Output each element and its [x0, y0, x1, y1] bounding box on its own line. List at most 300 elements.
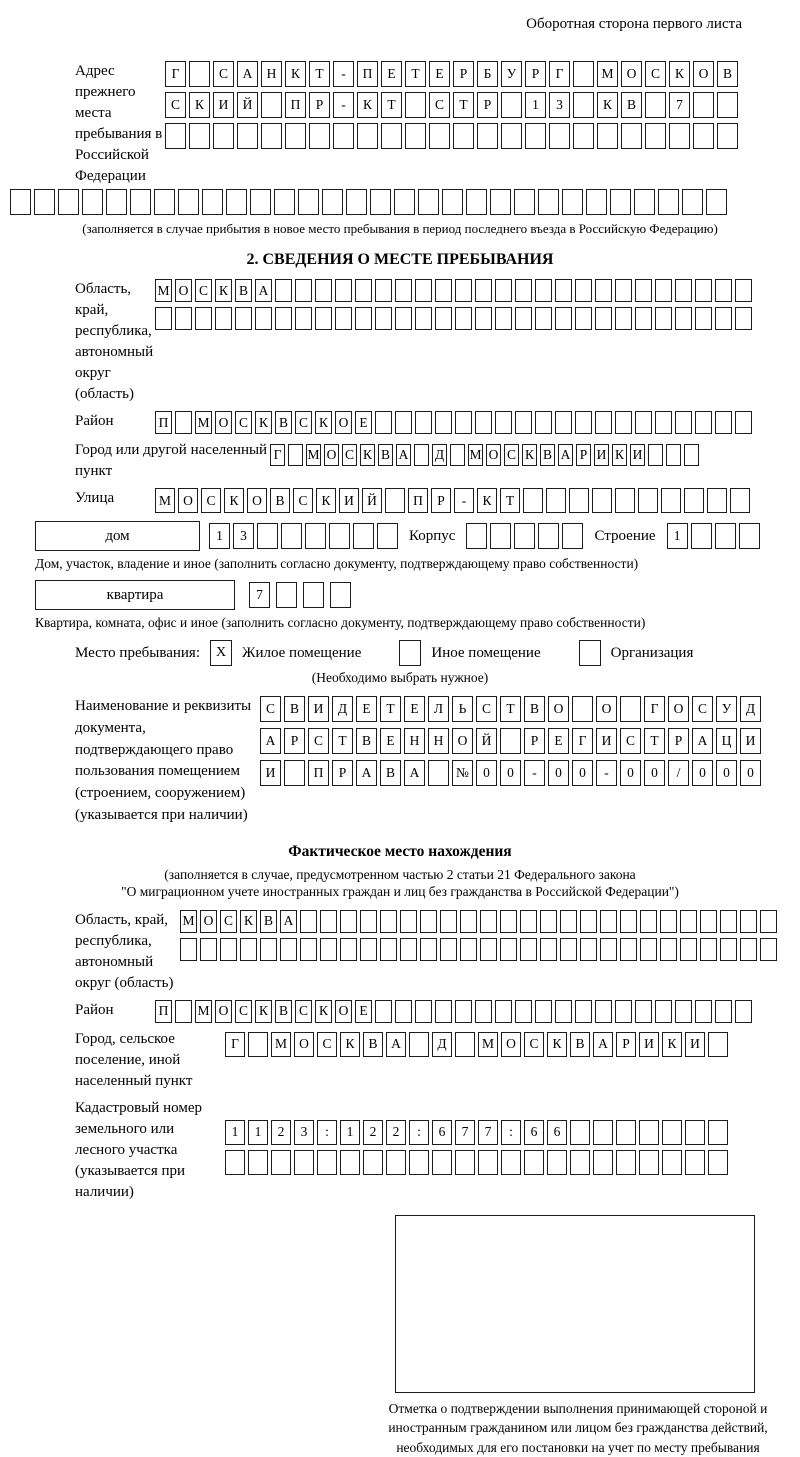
char-cell[interactable] [395, 1000, 412, 1023]
char-cell[interactable] [495, 279, 512, 302]
char-cell[interactable] [570, 1120, 590, 1145]
char-cell[interactable] [155, 307, 172, 330]
char-cell[interactable]: Р [668, 728, 689, 754]
char-cell[interactable] [303, 582, 324, 608]
char-cell[interactable]: Д [432, 444, 447, 466]
char-cell[interactable]: Р [309, 92, 330, 118]
char-cell[interactable] [700, 938, 717, 961]
char-cell[interactable] [569, 488, 589, 513]
char-cell[interactable] [655, 1000, 672, 1023]
char-cell[interactable] [370, 189, 391, 215]
char-cell[interactable] [420, 938, 437, 961]
char-cell[interactable] [500, 728, 521, 754]
char-cell[interactable]: Т [500, 488, 520, 513]
char-cell[interactable] [386, 1150, 406, 1175]
char-cell[interactable] [615, 307, 632, 330]
char-cell[interactable]: К [285, 61, 306, 87]
char-cell[interactable] [353, 523, 374, 549]
char-cell[interactable] [555, 279, 572, 302]
char-cell[interactable]: В [570, 1032, 590, 1057]
char-cell[interactable] [261, 123, 282, 149]
char-cell[interactable]: 2 [386, 1120, 406, 1145]
char-cell[interactable] [666, 444, 681, 466]
char-cell[interactable] [586, 189, 607, 215]
char-cell[interactable] [715, 307, 732, 330]
char-cell[interactable]: С [165, 92, 186, 118]
char-cell[interactable]: А [386, 1032, 406, 1057]
char-cell[interactable] [655, 279, 672, 302]
char-cell[interactable] [235, 307, 252, 330]
char-cell[interactable]: А [558, 444, 573, 466]
char-cell[interactable]: Т [332, 728, 353, 754]
char-cell[interactable]: Г [270, 444, 285, 466]
char-cell[interactable] [460, 910, 477, 933]
char-cell[interactable] [475, 307, 492, 330]
char-cell[interactable] [380, 910, 397, 933]
char-cell[interactable] [715, 411, 732, 434]
char-cell[interactable] [240, 938, 257, 961]
char-cell[interactable] [661, 488, 681, 513]
char-cell[interactable] [315, 279, 332, 302]
char-cell[interactable]: С [692, 696, 713, 722]
char-cell[interactable]: С [645, 61, 666, 87]
char-cell[interactable] [500, 938, 517, 961]
char-cell[interactable] [717, 92, 738, 118]
char-cell[interactable] [620, 696, 641, 722]
char-cell[interactable]: А [404, 760, 425, 786]
char-cell[interactable]: 0 [548, 760, 569, 786]
char-cell[interactable]: Ц [716, 728, 737, 754]
char-cell[interactable]: О [501, 1032, 521, 1057]
char-cell[interactable] [495, 307, 512, 330]
char-cell[interactable] [435, 307, 452, 330]
char-cell[interactable] [635, 307, 652, 330]
char-cell[interactable] [740, 938, 757, 961]
char-cell[interactable] [693, 92, 714, 118]
char-cell[interactable] [418, 189, 439, 215]
char-cell[interactable]: О [693, 61, 714, 87]
char-cell[interactable] [355, 279, 372, 302]
char-cell[interactable] [375, 279, 392, 302]
char-cell[interactable] [595, 279, 612, 302]
char-cell[interactable] [248, 1150, 268, 1175]
char-cell[interactable]: 1 [667, 523, 688, 549]
char-cell[interactable] [260, 938, 277, 961]
char-cell[interactable]: 7 [249, 582, 270, 608]
char-cell[interactable] [490, 189, 511, 215]
char-cell[interactable]: Е [381, 61, 402, 87]
char-cell[interactable]: : [317, 1120, 337, 1145]
char-cell[interactable] [600, 910, 617, 933]
char-cell[interactable] [329, 523, 350, 549]
char-cell[interactable]: С [504, 444, 519, 466]
char-cell[interactable] [620, 910, 637, 933]
char-cell[interactable] [455, 411, 472, 434]
char-cell[interactable]: О [247, 488, 267, 513]
char-cell[interactable] [335, 279, 352, 302]
char-cell[interactable] [442, 189, 463, 215]
char-cell[interactable]: Т [381, 92, 402, 118]
char-cell[interactable] [593, 1150, 613, 1175]
char-cell[interactable]: О [596, 696, 617, 722]
char-cell[interactable] [535, 411, 552, 434]
char-cell[interactable]: 3 [549, 92, 570, 118]
char-cell[interactable]: С [476, 696, 497, 722]
char-cell[interactable] [34, 189, 55, 215]
char-cell[interactable]: Й [362, 488, 382, 513]
char-cell[interactable] [435, 411, 452, 434]
char-cell[interactable]: К [662, 1032, 682, 1057]
char-cell[interactable]: Р [284, 728, 305, 754]
char-cell[interactable] [675, 307, 692, 330]
char-cell[interactable] [648, 444, 663, 466]
char-cell[interactable] [720, 938, 737, 961]
char-cell[interactable]: : [501, 1120, 521, 1145]
char-cell[interactable]: Р [453, 61, 474, 87]
char-cell[interactable] [175, 1000, 192, 1023]
char-cell[interactable] [621, 123, 642, 149]
char-cell[interactable]: У [501, 61, 522, 87]
char-cell[interactable] [375, 307, 392, 330]
char-cell[interactable] [515, 307, 532, 330]
char-cell[interactable]: О [215, 411, 232, 434]
char-cell[interactable] [708, 1032, 728, 1057]
char-cell[interactable] [706, 189, 727, 215]
char-cell[interactable]: И [260, 760, 281, 786]
char-cell[interactable] [640, 910, 657, 933]
char-cell[interactable]: Н [428, 728, 449, 754]
char-cell[interactable]: Д [740, 696, 761, 722]
char-cell[interactable] [257, 523, 278, 549]
char-cell[interactable] [295, 279, 312, 302]
char-cell[interactable]: Е [355, 411, 372, 434]
char-cell[interactable] [420, 910, 437, 933]
char-cell[interactable]: 7 [669, 92, 690, 118]
char-cell[interactable]: О [548, 696, 569, 722]
char-cell[interactable] [538, 189, 559, 215]
char-cell[interactable]: А [356, 760, 377, 786]
char-cell[interactable] [432, 1150, 452, 1175]
char-cell[interactable]: С [342, 444, 357, 466]
char-cell[interactable]: К [360, 444, 375, 466]
char-cell[interactable] [409, 1150, 429, 1175]
char-cell[interactable] [130, 189, 151, 215]
char-cell[interactable] [593, 1120, 613, 1145]
char-cell[interactable]: П [408, 488, 428, 513]
char-cell[interactable] [760, 910, 777, 933]
char-cell[interactable] [655, 411, 672, 434]
char-cell[interactable]: Д [432, 1032, 452, 1057]
char-cell[interactable] [275, 279, 292, 302]
char-cell[interactable]: 1 [225, 1120, 245, 1145]
char-cell[interactable] [680, 938, 697, 961]
char-cell[interactable] [570, 1150, 590, 1175]
char-cell[interactable]: : [409, 1120, 429, 1145]
char-cell[interactable] [189, 123, 210, 149]
char-cell[interactable]: К [547, 1032, 567, 1057]
char-cell[interactable] [616, 1120, 636, 1145]
char-cell[interactable] [501, 1150, 521, 1175]
char-cell[interactable] [660, 938, 677, 961]
char-cell[interactable]: Р [576, 444, 591, 466]
char-cell[interactable]: 6 [547, 1120, 567, 1145]
char-cell[interactable]: С [317, 1032, 337, 1057]
char-cell[interactable] [580, 938, 597, 961]
char-cell[interactable] [455, 1150, 475, 1175]
char-cell[interactable] [540, 910, 557, 933]
char-cell[interactable] [615, 279, 632, 302]
char-cell[interactable] [685, 1150, 705, 1175]
char-cell[interactable] [415, 1000, 432, 1023]
char-cell[interactable] [248, 1032, 268, 1057]
char-cell[interactable] [597, 123, 618, 149]
char-cell[interactable]: С [295, 1000, 312, 1023]
char-cell[interactable] [573, 92, 594, 118]
char-cell[interactable]: С [195, 279, 212, 302]
char-cell[interactable] [255, 307, 272, 330]
char-cell[interactable] [305, 523, 326, 549]
char-cell[interactable] [395, 279, 412, 302]
char-cell[interactable]: М [468, 444, 483, 466]
char-cell[interactable]: П [285, 92, 306, 118]
char-cell[interactable] [309, 123, 330, 149]
char-cell[interactable]: А [692, 728, 713, 754]
char-cell[interactable]: В [524, 696, 545, 722]
char-cell[interactable]: И [596, 728, 617, 754]
char-cell[interactable] [180, 938, 197, 961]
char-cell[interactable]: К [669, 61, 690, 87]
char-cell[interactable] [346, 189, 367, 215]
stamp-area[interactable] [395, 1215, 755, 1393]
char-cell[interactable]: К [340, 1032, 360, 1057]
char-cell[interactable]: С [260, 696, 281, 722]
char-cell[interactable]: Р [616, 1032, 636, 1057]
char-cell[interactable]: О [175, 279, 192, 302]
char-cell[interactable] [540, 938, 557, 961]
char-cell[interactable]: П [357, 61, 378, 87]
char-cell[interactable]: А [255, 279, 272, 302]
char-cell[interactable] [360, 910, 377, 933]
char-cell[interactable] [320, 938, 337, 961]
char-cell[interactable] [514, 189, 535, 215]
char-cell[interactable]: Г [225, 1032, 245, 1057]
char-cell[interactable]: М [478, 1032, 498, 1057]
char-cell[interactable]: Р [332, 760, 353, 786]
char-cell[interactable] [685, 1120, 705, 1145]
char-cell[interactable]: - [524, 760, 545, 786]
char-cell[interactable] [298, 189, 319, 215]
char-cell[interactable] [460, 938, 477, 961]
char-cell[interactable]: С [235, 1000, 252, 1023]
checkbox-zhiloe[interactable]: X [210, 640, 232, 666]
char-cell[interactable]: В [275, 411, 292, 434]
char-cell[interactable] [514, 523, 535, 549]
char-cell[interactable] [340, 938, 357, 961]
char-cell[interactable] [215, 307, 232, 330]
char-cell[interactable] [715, 279, 732, 302]
char-cell[interactable] [735, 1000, 752, 1023]
char-cell[interactable] [525, 123, 546, 149]
char-cell[interactable] [555, 307, 572, 330]
char-cell[interactable]: Й [237, 92, 258, 118]
char-cell[interactable] [616, 1150, 636, 1175]
char-cell[interactable] [394, 189, 415, 215]
char-cell[interactable] [440, 938, 457, 961]
char-cell[interactable] [440, 910, 457, 933]
char-cell[interactable] [560, 910, 577, 933]
char-cell[interactable] [315, 307, 332, 330]
char-cell[interactable] [675, 1000, 692, 1023]
char-cell[interactable] [500, 910, 517, 933]
char-cell[interactable]: О [486, 444, 501, 466]
char-cell[interactable] [695, 279, 712, 302]
char-cell[interactable] [271, 1150, 291, 1175]
char-cell[interactable] [549, 123, 570, 149]
char-cell[interactable]: В [378, 444, 393, 466]
char-cell[interactable] [675, 411, 692, 434]
char-cell[interactable] [639, 1120, 659, 1145]
char-cell[interactable]: О [294, 1032, 314, 1057]
char-cell[interactable]: Ь [452, 696, 473, 722]
char-cell[interactable] [284, 760, 305, 786]
char-cell[interactable]: К [597, 92, 618, 118]
char-cell[interactable] [715, 523, 736, 549]
char-cell[interactable] [562, 523, 583, 549]
char-cell[interactable]: № [452, 760, 473, 786]
char-cell[interactable] [175, 411, 192, 434]
char-cell[interactable]: М [306, 444, 321, 466]
char-cell[interactable]: К [240, 910, 257, 933]
char-cell[interactable] [615, 488, 635, 513]
char-cell[interactable] [695, 1000, 712, 1023]
char-cell[interactable] [715, 1000, 732, 1023]
char-cell[interactable] [333, 123, 354, 149]
char-cell[interactable] [634, 189, 655, 215]
char-cell[interactable] [708, 1120, 728, 1145]
checkbox-inoe[interactable] [399, 640, 421, 666]
char-cell[interactable] [595, 1000, 612, 1023]
char-cell[interactable] [480, 938, 497, 961]
char-cell[interactable] [524, 1150, 544, 1175]
char-cell[interactable]: 0 [620, 760, 641, 786]
char-cell[interactable]: М [271, 1032, 291, 1057]
char-cell[interactable] [10, 189, 31, 215]
char-cell[interactable] [640, 938, 657, 961]
char-cell[interactable] [535, 279, 552, 302]
char-cell[interactable] [735, 307, 752, 330]
char-cell[interactable] [695, 307, 712, 330]
char-cell[interactable]: К [224, 488, 244, 513]
char-cell[interactable]: П [155, 411, 172, 434]
char-cell[interactable] [740, 910, 757, 933]
char-cell[interactable]: С [295, 411, 312, 434]
char-cell[interactable]: И [339, 488, 359, 513]
char-cell[interactable] [546, 488, 566, 513]
char-cell[interactable] [455, 1032, 475, 1057]
char-cell[interactable]: М [195, 1000, 212, 1023]
char-cell[interactable]: К [612, 444, 627, 466]
char-cell[interactable]: В [356, 728, 377, 754]
char-cell[interactable] [573, 61, 594, 87]
char-cell[interactable] [225, 1150, 245, 1175]
char-cell[interactable] [520, 938, 537, 961]
char-cell[interactable]: 1 [209, 523, 230, 549]
char-cell[interactable]: 0 [572, 760, 593, 786]
char-cell[interactable] [300, 938, 317, 961]
char-cell[interactable] [213, 123, 234, 149]
char-cell[interactable] [409, 1032, 429, 1057]
char-cell[interactable]: К [315, 1000, 332, 1023]
char-cell[interactable] [175, 307, 192, 330]
char-cell[interactable] [300, 910, 317, 933]
char-cell[interactable] [400, 910, 417, 933]
char-cell[interactable]: О [621, 61, 642, 87]
char-cell[interactable]: 3 [233, 523, 254, 549]
char-cell[interactable]: П [155, 1000, 172, 1023]
char-cell[interactable]: В [270, 488, 290, 513]
char-cell[interactable] [575, 307, 592, 330]
char-cell[interactable]: Е [356, 696, 377, 722]
char-cell[interactable] [684, 488, 704, 513]
char-cell[interactable]: К [477, 488, 497, 513]
char-cell[interactable]: К [316, 488, 336, 513]
char-cell[interactable]: О [452, 728, 473, 754]
char-cell[interactable] [375, 1000, 392, 1023]
char-cell[interactable]: Т [405, 61, 426, 87]
char-cell[interactable]: 7 [478, 1120, 498, 1145]
char-cell[interactable]: С [213, 61, 234, 87]
char-cell[interactable] [154, 189, 175, 215]
char-cell[interactable] [400, 938, 417, 961]
char-cell[interactable]: С [429, 92, 450, 118]
char-cell[interactable] [415, 411, 432, 434]
char-cell[interactable] [695, 411, 712, 434]
char-cell[interactable]: И [308, 696, 329, 722]
char-cell[interactable] [165, 123, 186, 149]
char-cell[interactable] [555, 411, 572, 434]
char-cell[interactable] [639, 1150, 659, 1175]
char-cell[interactable]: Е [429, 61, 450, 87]
char-cell[interactable]: 0 [740, 760, 761, 786]
char-cell[interactable]: В [260, 910, 277, 933]
char-cell[interactable]: Р [431, 488, 451, 513]
char-cell[interactable]: И [639, 1032, 659, 1057]
char-cell[interactable] [560, 938, 577, 961]
char-cell[interactable]: А [237, 61, 258, 87]
char-cell[interactable]: А [593, 1032, 613, 1057]
char-cell[interactable] [435, 279, 452, 302]
char-cell[interactable] [475, 279, 492, 302]
char-cell[interactable]: Т [380, 696, 401, 722]
char-cell[interactable]: Е [380, 728, 401, 754]
checkbox-organizaciya[interactable] [579, 640, 601, 666]
char-cell[interactable]: Г [644, 696, 665, 722]
char-cell[interactable]: Т [500, 696, 521, 722]
char-cell[interactable]: К [255, 411, 272, 434]
char-cell[interactable] [730, 488, 750, 513]
char-cell[interactable] [237, 123, 258, 149]
char-cell[interactable] [700, 910, 717, 933]
char-cell[interactable]: 3 [294, 1120, 314, 1145]
char-cell[interactable]: - [454, 488, 474, 513]
char-cell[interactable] [691, 523, 712, 549]
char-cell[interactable]: С [220, 910, 237, 933]
char-cell[interactable]: О [324, 444, 339, 466]
char-cell[interactable] [377, 523, 398, 549]
char-cell[interactable] [455, 279, 472, 302]
char-cell[interactable]: М [597, 61, 618, 87]
char-cell[interactable]: / [668, 760, 689, 786]
